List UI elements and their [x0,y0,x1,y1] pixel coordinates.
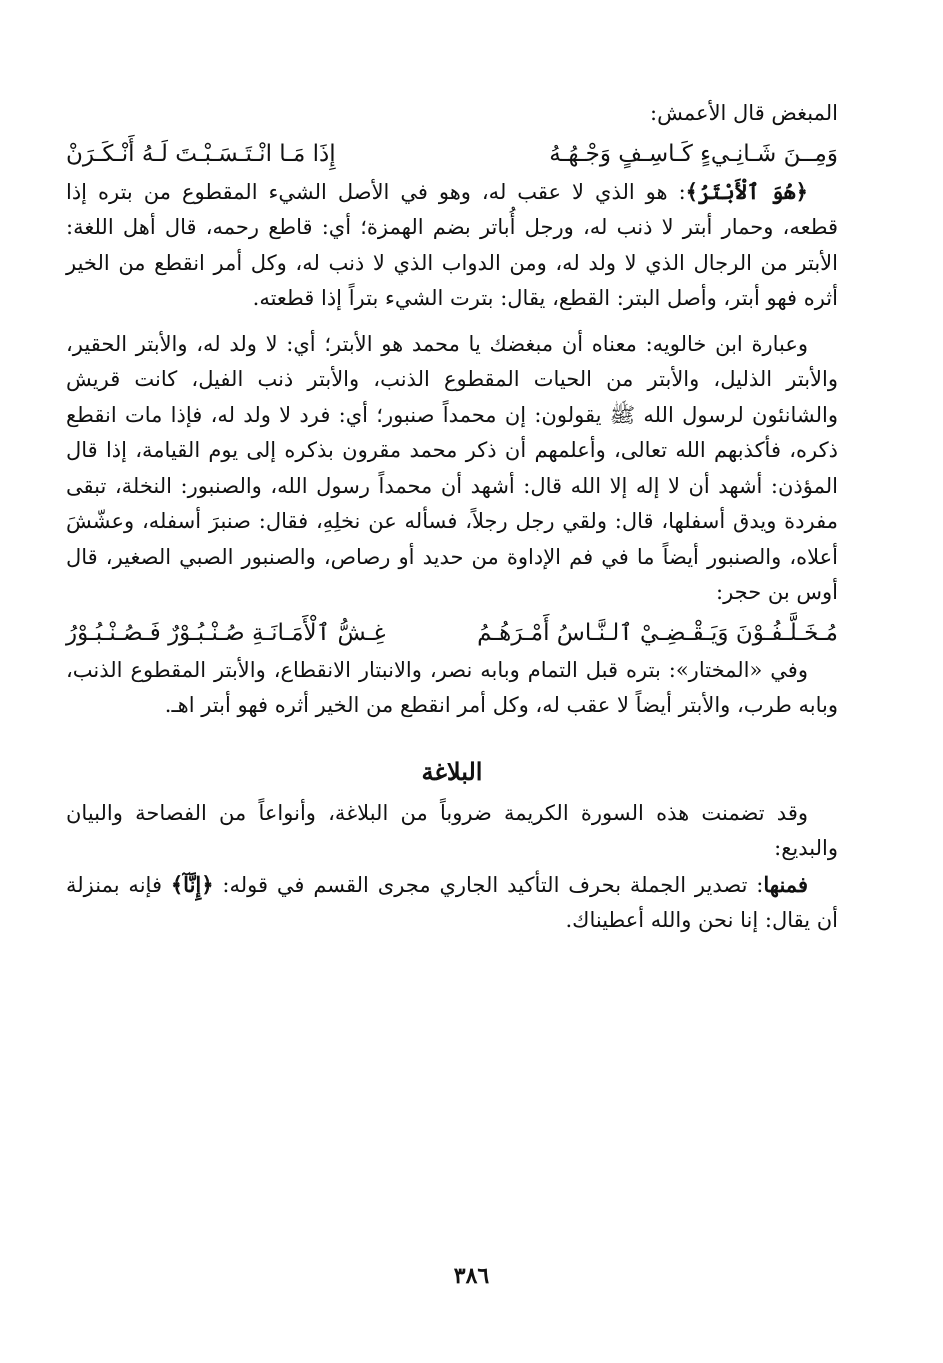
page-number: ٣٨٦ [453,1263,490,1289]
paragraph-first-device [66,867,838,939]
verse-2-first-hemistich: مُـخَـلَّـفُـوْنَ وَيَـقْـضِـيْ ٱلـنَّـاسُ أَمْـرَهُـمُ [477,619,838,646]
quran-quote: ﴿إِنَّآ﴾ [170,871,214,897]
paragraph-mukhtar: وفي «المختار»: بتره قبل التمام وبابه نصر، والانبتار الانقطاع، والأبتر المقطوع الذنب، وبابه طرب، والأبتر أيضاً لا عقب له، وكل أمر انقطع من الخير أثره فهو أبتر اهـ. [66,657,838,717]
verse-1-second-hemistich: إِذَا مَـا انْـتَـسَـبْـتَ لَـهُ أَنْـكَـرَنْ [66,140,336,167]
paragraph-text: : هو الذي لا عقب له، وهو في الأصل الشيء المقطوع من بتره إذا قطعه، وحمار أبتر لا ذنب له، ورجل أُباتر بضم الهمزة؛ أي: قاطع رحمه، قال أهل اللغة: الأبتر من الرجال الذي لا ولد له، ومن الدواب الذي لا ذنب له، وكل أمر انقطع من الخير أثره فهو أبتر، وأصل البتر: القطع، يقال: بترت الشيء بتراً إذا قطعته. [66,179,838,310]
verse-2-second-hemistich: غِـشُّ ٱلْأَمَـانَـةِ صُـنْـبُـوْرٌ فَـصُـنْـبُـوْرُ [66,619,386,646]
paragraph-ibn-khalawayh: وعبارة ابن خالويه: معناه أن مبغضك يا محمد هو الأبتر؛ أي: لا ولد له، والأبتر الحقير، والأبتر الذليل، والأبتر من الحيات المقطوع الذنب، والأبتر ذنب الفيل، كانت قريش والشانئون لرسول الله ﷺ يقولون: إن محمداً صنبور؛ أي: فرد لا ولد له، فإذا مات انقطع ذكره، فأكذبهم الله تعالى، وأعلمهم أن ذكر محمد مقرون بذكره إلى يوم القيامة، إذا قال المؤذن: أشهد أن لا إله إلا الله قال: أشهد أن محمداً رسول الله، والصنبور: النخلة، تبقى مفردة ويدق أسفلها، قال: ولقي رجل رجلاً، فسأله عن نخلِهِ، فقال: صنبرَ أسفله، وعشّشَ أعلاه، والصنبور أيضاً ما في فم الإداوة من حديد أو رصاص، والصنبور الصبي الصغير، قال أوس بن حجر: [66,331,838,604]
poem-verse-1 [66,134,838,174]
intro-line: المبغض قال الأعمش: [650,101,838,125]
paragraph-abtar-definition [66,174,838,317]
page-body [66,96,838,939]
paragraph-text-continued: فإنه بمنزلة أن يقال: إنا نحن والله أعطيناك. [66,872,838,932]
bold-lead: فمنها [763,871,808,897]
section-heading: البلاغة [421,756,483,786]
paragraph-balagha-intro: وقد تضمنت هذه السورة الكريمة ضروباً من البلاغة، وأنواعاً من الفصاحة والبيان والبديع: [66,800,838,860]
paragraph-text: : تصدير الجملة بحرف التأكيد الجاري مجرى القسم في قوله: [213,872,764,897]
poem-verse-2 [66,613,838,653]
verse-1-first-hemistich: وَمِــنَ شَـانِـيءٍ كَـاسِـفٍ وَجْـهُـهُ [549,140,838,167]
quran-quote: ﴿هُوَ ٱلْأَبْتَرُ﴾ [685,178,808,204]
